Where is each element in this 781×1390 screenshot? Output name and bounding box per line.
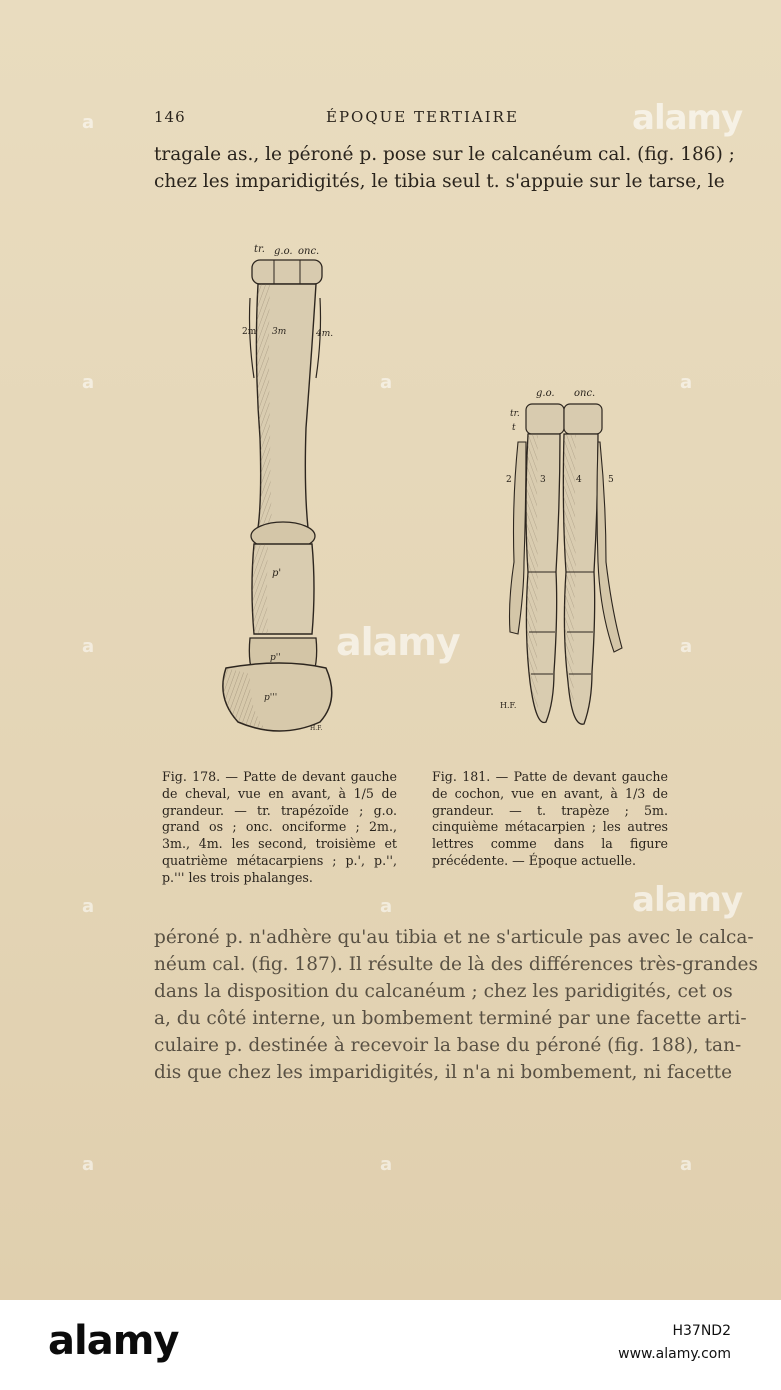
label-tr-pig: tr. [510, 409, 520, 419]
body-line-bottom-6: dis que chez les imparidigités, il n'a ni bombement, ni facette [154, 1062, 733, 1083]
label-p1: p' [272, 568, 282, 579]
pig-foot-illustration [496, 382, 636, 734]
watermark-brand-top: alamy [632, 98, 743, 138]
label-p3: p''' [264, 693, 278, 703]
watermark-brand-lower: alamy [632, 880, 743, 920]
page-number: 146 [154, 108, 186, 126]
label-tr: tr. [254, 244, 265, 255]
running-title: ÉPOQUE TERTIAIRE [326, 108, 519, 126]
label-4m: 4m. [316, 329, 334, 339]
label-digit-5: 5 [608, 475, 614, 485]
body-line-bottom-5: culaire p. destinée à recevoir la base du péroné (fig. 188), tan- [154, 1035, 742, 1056]
label-onc-pig: onc. [574, 388, 596, 399]
caption-horse: Fig. 178. — Patte de devant gauche de cheval, vue en avant, à 1/5 de grandeur. — tr. trapézoïde ; g.o. grand os ; onc. onciforme ; 2m., 3m., 4m. les second, troisième et quatrième métacarpiens ; p.', p.'', p.''' les trois phalanges. [162, 769, 397, 885]
body-line-bottom-2: néum cal. (fig. 187). Il résulte de là des différences très-grandes [154, 954, 758, 975]
label-3m: 3m [272, 327, 287, 337]
label-go: g.o. [274, 246, 293, 257]
label-2m: 2m [242, 327, 257, 337]
signature-hf-horse: H.F. [310, 725, 323, 732]
book-page: 146 ÉPOQUE TERTIAIRE tragale as., le péroné p. pose sur le calcanéum cal. (fig. 186) ; chez les imparidigités, le tibia seul t. s'appuie sur le tarse, le tr. g.o. onc. 2m 3m 4m. p' p'' p''' H.F. g.o. onc. tr. t 2 3 4 5 H.F. Fig. 178. — Patte de devant gauche de cheval, vue en avant, à 1/5 de grandeur. — tr. trapézoïde ; g.o. grand os ; onc. onciforme ; 2m., 3m., 4m. les second, troisième et quatrième métacarpiens ; p.', p.'', p.''' les trois phalanges. Fig. 181. — Patte de devant gauche de cochon, vue en avant, à 1/3 de grandeur. — t. trapèze ; 5m. cinquième métacarpien ; les autres lettres comme dans la figure précédente. — Époque actuelle. péroné p. n'adhère qu'au tibia et ne s'articule pas avec le calca- néum cal. (fig. 187). Il résulte de là des différences très-grandes dans la disposition du calcanéum ; chez les paridigités, cet os a, du côté interne, un bombement terminé par une facette arti- culaire p. destinée à recevoir la base du péroné (fig. 188), tan- dis que chez les imparidigités, il n'a ni bombement, ni facette alamy alamy alamy a a a a a a a a a a a [0, 0, 781, 1300]
watermark-brand-center: alamy [336, 620, 460, 664]
label-digit-2: 2 [506, 475, 512, 485]
label-go-pig: g.o. [536, 388, 555, 399]
alamy-logo: alamy [48, 1318, 179, 1364]
running-head [154, 108, 694, 130]
image-id: H37ND2 [672, 1323, 731, 1339]
horse-foot-illustration [210, 238, 350, 738]
body-line-top-1: tragale as., le péroné p. pose sur le calcanéum cal. (fig. 186) ; [154, 144, 735, 165]
body-line-top-2: chez les imparidigités, le tibia seul t. s'appuie sur le tarse, le [154, 171, 725, 192]
label-digit-4: 4 [576, 475, 582, 485]
label-onc: onc. [298, 246, 320, 257]
body-line-bottom-3: dans la disposition du calcanéum ; chez les paridigités, cet os [154, 981, 733, 1002]
caption-pig: Fig. 181. — Patte de devant gauche de cochon, vue en avant, à 1/3 de grandeur. — t. trapèze ; 5m. cinquième métacarpien ; les autres lettres comme dans la figure précédente. — Époque actuelle. [432, 769, 668, 868]
body-line-bottom-1: péroné p. n'adhère qu'au tibia et ne s'articule pas avec le calca- [154, 927, 754, 948]
label-digit-3: 3 [540, 475, 546, 485]
label-p2: p'' [270, 653, 281, 663]
label-t-pig: t [512, 423, 516, 433]
body-line-bottom-4: a, du côté interne, un bombement terminé par une facette arti- [154, 1008, 747, 1029]
signature-hf-pig: H.F. [500, 701, 517, 710]
stock-url: www.alamy.com [618, 1346, 731, 1362]
